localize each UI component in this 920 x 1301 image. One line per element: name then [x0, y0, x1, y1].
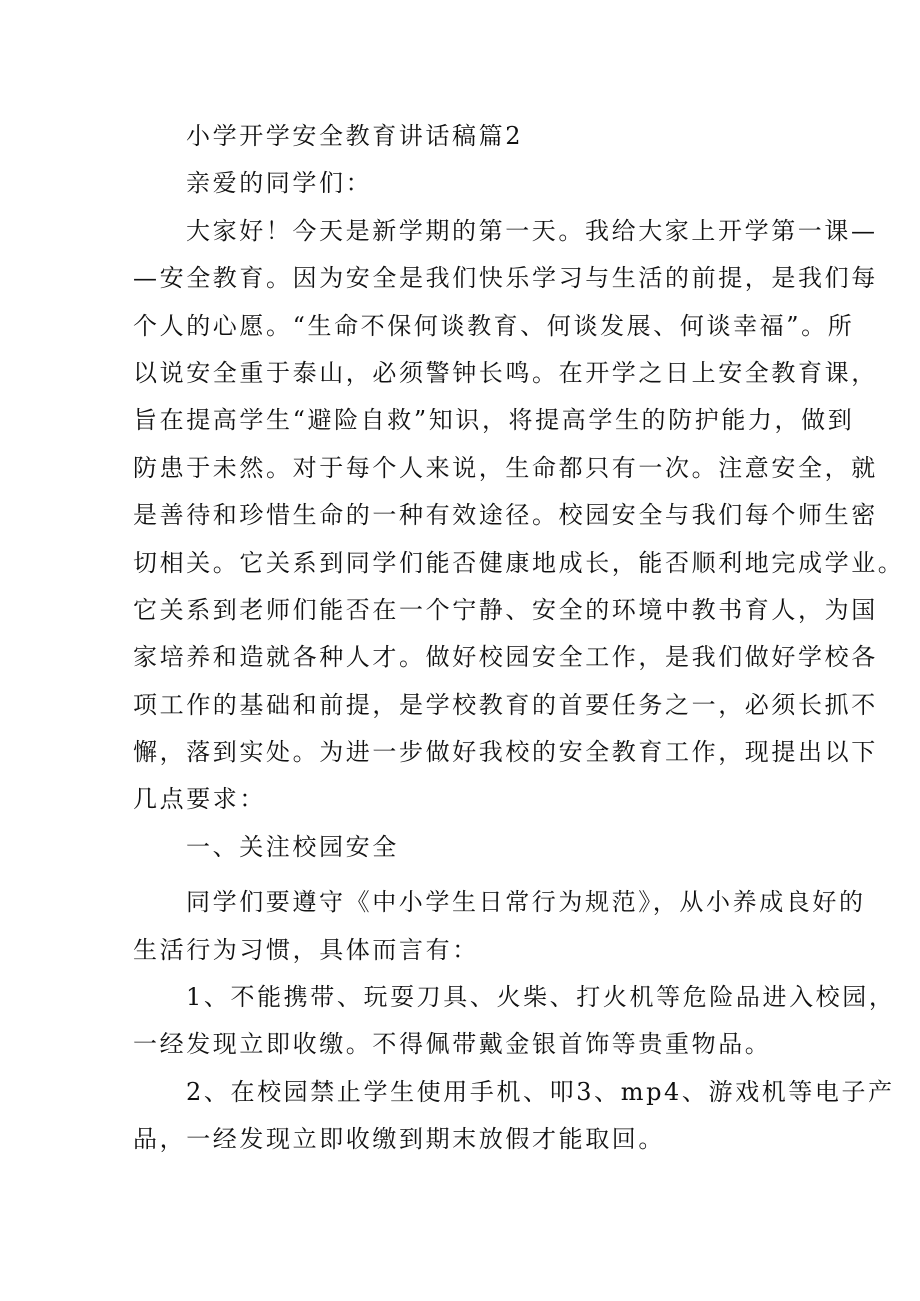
paragraph-line: 大家好！今天是新学期的第一天。我给大家上开学第一课— — [186, 216, 878, 245]
paragraph-line: 防患于未然。对于每个人来说，生命都只有一次。注意安全，就 — [133, 453, 878, 482]
list-item — [133, 977, 896, 1072]
list-item-line: 一经发现立即收缴。不得佩带戴金银首饰等贵重物品。 — [133, 1030, 772, 1059]
list-item — [133, 1072, 895, 1167]
paragraph-line: 同学们要遵守《中小学生日常行为规范》，从小养成良好的 — [186, 888, 866, 917]
paragraph-line: 家培养和造就各种人才。做好校园安全工作，是我们做好学校各 — [133, 643, 878, 672]
document-title: 小学开学安全教育讲话稿篇2 — [186, 122, 524, 150]
paragraph-line: 是善待和珍惜生命的一种有效途径。校园安全与我们每个师生密 — [133, 501, 878, 530]
list-item-line: 2、在校园禁止学生使用手机、叩3、mp4、游戏机等电子产 — [186, 1077, 895, 1106]
paragraph-line: 懈，落到实处。为进一步做好我校的安全教育工作，现提出以下 — [133, 738, 878, 767]
intro-paragraph — [133, 211, 905, 827]
paragraph-line: 几点要求： — [133, 785, 266, 814]
paragraph-line: 它关系到老师们能否在一个宁静、安全的环境中教书育人，为国 — [133, 595, 878, 624]
paragraph-line: —安全教育。因为安全是我们快乐学习与生活的前提，是我们每 — [133, 264, 878, 293]
section-intro-paragraph — [133, 882, 866, 977]
paragraph-line: 项工作的基础和前提，是学校教育的首要任务之一，必须长抓不 — [133, 690, 878, 719]
list-item-line: 品，一经发现立即收缴到期末放假才能取回。 — [133, 1125, 665, 1154]
greeting: 亲爱的同学们： — [186, 169, 373, 198]
paragraph-line: 以说安全重于泰山，必须警钟长鸣。在开学之日上安全教育课， — [133, 358, 878, 387]
section-heading: 一、关注校园安全 — [186, 832, 399, 861]
paragraph-line: 生活行为习惯，具体而言有： — [133, 935, 479, 964]
paragraph-line: 切相关。它关系到同学们能否健康地成长，能否顺利地完成学业。 — [133, 548, 905, 577]
paragraph-line: 旨在提高学生“避险自救”知识，将提高学生的防护能力，做到 — [133, 406, 855, 435]
paragraph-line: 个人的心愿。“生命不保何谈教育、何谈发展、何谈幸福”。所 — [133, 311, 855, 340]
document-page — [133, 116, 905, 1167]
list-item-line: 1、不能携带、玩耍刀具、火柴、打火机等危险品进入校园， — [186, 983, 896, 1012]
spacer — [133, 874, 813, 882]
